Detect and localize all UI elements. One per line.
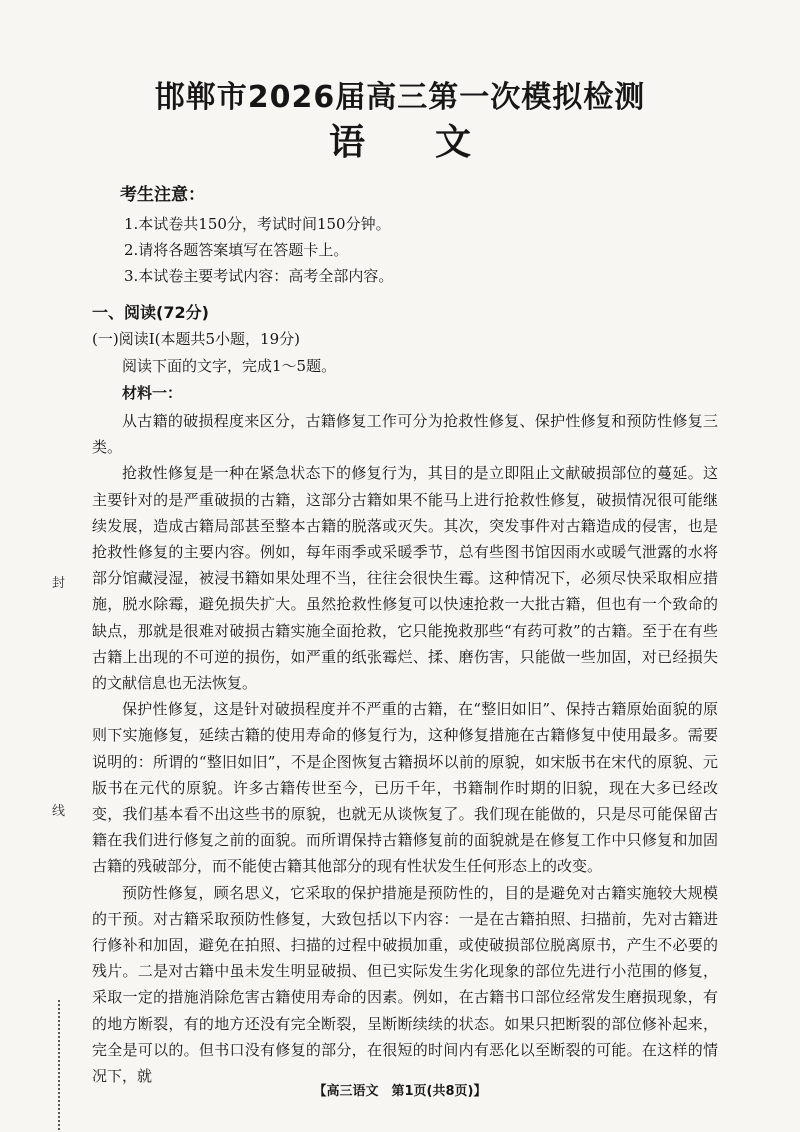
binding-dotted-line [58,1000,60,1130]
binding-mark-seal: 封 [52,576,66,591]
reading-passage [92,408,718,1089]
notes-item: 2.请将各题答案填写在答题卡上。 [124,241,349,259]
exam-title: 邯郸市2026届高三第一次模拟检测 [154,80,646,115]
notes-item: 3.本试卷主要考试内容：高考全部内容。 [124,267,394,285]
passage-paragraph: 预防性修复，顾名思义，它采取的保护措施是预防性的，目的是避免对古籍实施较大规模的干预。对古籍采取预防性修复，大致包括以下内容：一是在古籍拍照、扫描前，先对古籍进行修补和加固，避免在拍照、扫描的过程中破损加重，或使破损部位脱离原书，产生不必要的残片。二是对古籍中虽未发生明显破损、但已实际发生劣化现象的部位先进行小范围的修复，采取一定的措施消除危害古籍使用寿命的因素。例如，在古籍书口部位经常发生磨损现象，有的地方断裂，有的地方还没有完全断裂，呈断断续续的状态。如果只把断裂的部位修补起来，完全是可以的。但书口没有修复的部分，在很短的时间内有恶化以至断裂的可能。在这样的情况下，就 [92,883,718,1086]
binding-mark-line: 线 [52,804,66,819]
notes-item: 1.本试卷共150分，考试时间150分钟。 [124,215,391,233]
page-footer: 【高三语文 第1页(共8页)】 [313,1084,487,1099]
passage-paragraph: 从古籍的破损程度来区分，古籍修复工作可分为抢救性修复、保护性修复和预防性修复三类。 [92,412,718,457]
passage-paragraph: 抢救性修复是一种在紧急状态下的修复行为，其目的是立即阻止文献破损部位的蔓延。这主要针对的是严重破损的古籍，这部分古籍如果不能马上进行抢救性修复，破损情况很可能继续发展，造成古籍局部甚至整本古籍的脱落或灭失。其次，突发事件对古籍造成的侵害，也是抢救性修复的主要内容。例如，每年雨季或采暖季节，总有些图书馆因雨水或暖气泄露的水将部分馆藏浸湿，被浸书籍如果处理不当，往往会很快生霉。这种情况下，必须尽快采取相应措施，脱水除霉，避免损失扩大。虽然抢救性修复可以快速抢救一大批古籍，但也有一个致命的缺点，那就是很难对破损古籍实施全面抢救，它只能挽救那些“有药可救”的古籍。至于在有些古籍上出现的不可逆的损伤，如严重的纸张霉烂、揉、磨伤害，只能做一些加固，对已经损失的文献信息也无法恢复。 [92,464,718,693]
material-label: 材料一： [122,384,183,402]
passage-paragraph: 保护性修复，这是针对破损程度并不严重的古籍，在“整旧如旧”、保持古籍原始面貌的原则下实施修复，延续古籍的使用寿命的修复行为，这种修复措施在古籍修复中使用最多。需要说明的：所谓的“整旧如旧”，不是企图恢复古籍损坏以前的原貌，如宋版书在宋代的原貌、元版书在元代的原貌。许多古籍传世至今，已历千年，书籍制作时期的旧貌，现在大多已经改变，我们基本看不出这些书的原貌，也就无从谈恢复了。我们现在能做的，只是尽可能保留古籍在我们进行修复之前的面貌。而所谓保持古籍修复前的面貌就是在修复工作中只修复和加固古籍的残破部分，而不能使古籍其他部分的现有性状发生任何形态上的改变。 [92,700,718,876]
candidate-notes [120,180,393,289]
reading-instruction: 阅读下面的文字，完成1～5题。 [122,357,337,375]
section-heading: 一、阅读(72分) [92,303,209,322]
subject-title: 语文 [328,122,541,163]
sub-section-heading: (一)阅读Ⅰ(本题共5小题，19分) [92,330,300,348]
notes-heading: 考生注意： [120,185,205,205]
